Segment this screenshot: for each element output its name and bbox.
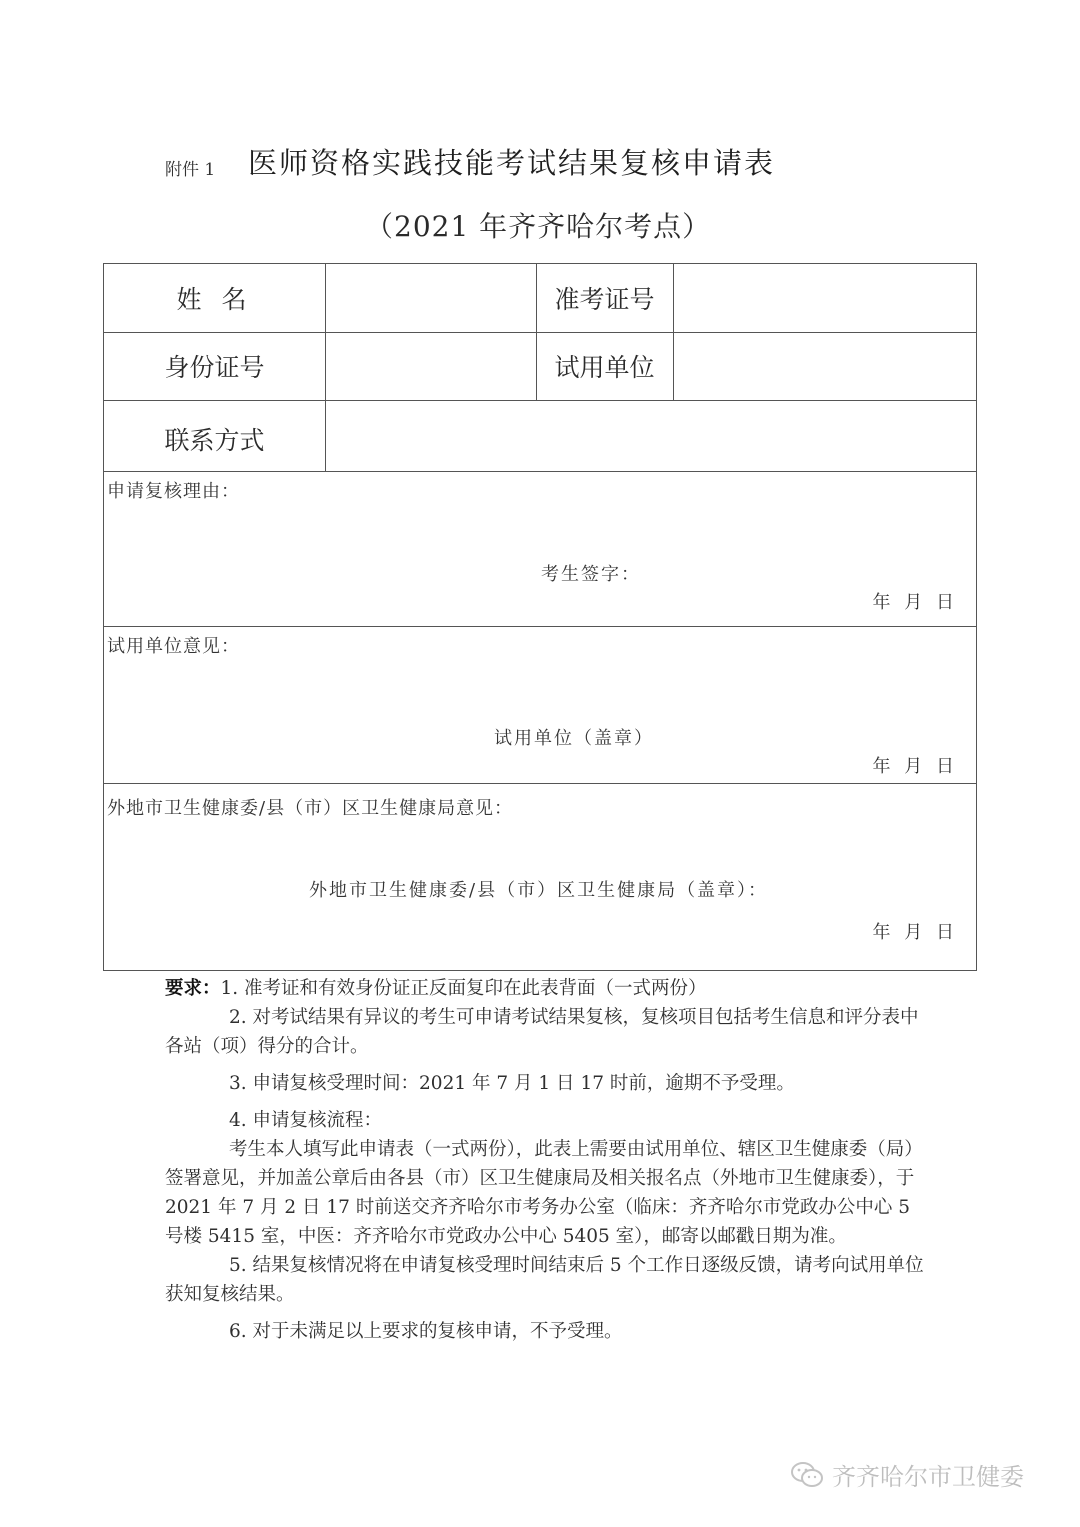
trial-unit-seal-label: 试用单位（盖章） (494, 728, 654, 749)
name-label: 姓 名 (176, 285, 253, 314)
document-title: 医师资格实践技能考试结果复核申请表 (248, 146, 776, 180)
row-divider (104, 783, 976, 784)
contact-label: 联系方式 (164, 425, 265, 455)
requirement-item-2: 2. 对考试结果有异议的考生可申请考试结果复核，复核项目包括考生信息和评分表中各站（项）得分的合计。 (165, 1007, 919, 1057)
date-label: 年 月 日 (872, 756, 954, 777)
watermark (790, 1457, 1024, 1492)
health-bureau-seal-label: 外地市卫生健康委/县（市）区卫生健康局（盖章）： (309, 880, 769, 901)
requirement-item-6: 6. 对于未满足以上要求的复核申请，不予受理。 (229, 1321, 623, 1342)
requirement-item-4-detail: 考生本人填写此申请表（一式两份），此表上需要由试用单位、辖区卫生健康委（局）签署意见，并加盖公章后由各县（市）区卫生健康局及相关报名点（外地市卫生健康委），于 2021 年 7 月 2 日 17 时前送交齐齐哈尔市考务办公室（临床：齐齐哈尔市党政办公中心 5 号楼 5415 室，中医：齐齐哈尔市党政办公中心 5405 室），邮寄以邮戳日期为准。 (165, 1139, 923, 1247)
requirements-label: 要求： (165, 978, 221, 999)
trial-unit-opinion-area[interactable] (104, 659, 976, 719)
health-bureau-opinion-label: 外地市卫生健康委/县（市）区卫生健康局意见： (107, 798, 514, 819)
row-divider (104, 626, 976, 627)
watermark-text: 齐齐哈尔市卫健委 (832, 1463, 1024, 1491)
review-reason-area[interactable] (104, 504, 976, 584)
requirement-item-1: 要求：1. 准考证和有效身份证正反面复印在此表背面（一式两份） (165, 978, 707, 999)
contact-input-cell[interactable] (326, 400, 976, 471)
requirement-item-3: 3. 申请复核受理时间：2021 年 7 月 1 日 17 时前，逾期不予受理。 (229, 1073, 795, 1094)
requirement-item-4: 4. 申请复核流程： (229, 1110, 383, 1131)
date-label: 年 月 日 (872, 922, 954, 943)
requirement-item-5: 5. 结果复核情况将在申请复核受理时间结束后 5 个工作日逐级反馈，请考向试用单位获知复核结果。 (165, 1255, 924, 1305)
application-form (103, 263, 977, 971)
trial-unit-label: 试用单位 (554, 353, 655, 382)
date-label: 年 月 日 (872, 592, 954, 613)
candidate-signature-label: 考生签字： (541, 564, 641, 585)
admission-no-label: 准考证号 (554, 285, 655, 314)
id-no-label: 身份证号 (164, 353, 265, 382)
admission-no-input-cell[interactable] (674, 264, 976, 332)
requirements-notes (165, 974, 925, 1346)
row-divider (104, 471, 976, 472)
trial-unit-input-cell[interactable] (674, 332, 976, 400)
wechat-icon (790, 1461, 824, 1489)
review-reason-label: 申请复核理由： (107, 481, 240, 502)
health-bureau-opinion-area[interactable] (104, 821, 976, 871)
attachment-label: 附件 1 (165, 160, 216, 180)
id-no-input-cell[interactable] (326, 332, 536, 400)
name-input-cell[interactable] (326, 264, 536, 332)
trial-unit-opinion-label: 试用单位意见： (107, 636, 240, 657)
document-subtitle: （2021 年齐齐哈尔考点） (365, 210, 712, 243)
